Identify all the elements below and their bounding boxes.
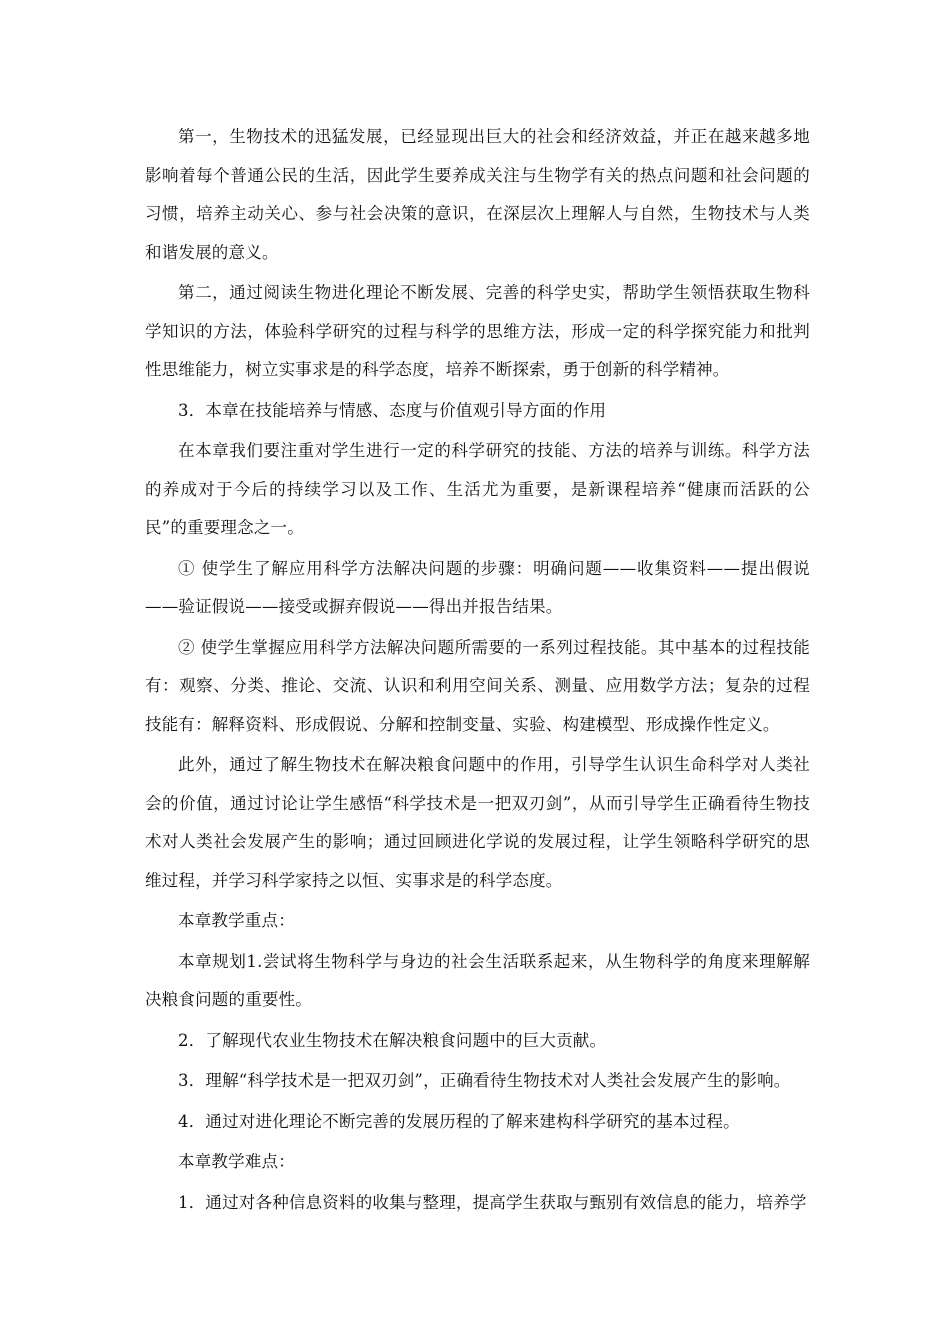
- paragraph-step-2: ② 使学生掌握应用科学方法解决问题所需要的一系列过程技能。其中基本的过程技能有：观察、分类、推论、交流、认识和利用空间关系、测量、应用数学方法；复杂的过程技能有：解释资料、形成假说、分解和控制变量、实验、构建模型、形成操作性定义。: [145, 637, 810, 734]
- paragraph-methods-training: 在本章我们要注重对学生进行一定的科学研究的技能、方法的培养与训练。科学方法的养成对于今后的持续学习以及工作、生活尤为重要，是新课程培养“健康而活跃的公民”的重要理念之一。: [145, 441, 810, 537]
- heading-difficulties: 本章教学难点：: [178, 1152, 295, 1171]
- paragraph-first-point: 第一，生物技术的迅猛发展，已经显现出巨大的社会和经济效益，并正在越来越多地影响着每个普通公民的生活，因此学生要养成关注与生物学有关的热点问题和社会问题的习惯，培养主动关心、参与社会决策的意识，在深层次上理解人与自然，生物技术与人类和谐发展的意义。: [145, 127, 810, 262]
- section-heading-3: 3．本章在技能培养与情感、态度与价值观引导方面的作用: [178, 400, 607, 420]
- paragraph-additionally: 此外，通过了解生物技术在解决粮食问题中的作用，引导学生认识生命科学对人类社会的价值，通过讨论让学生感悟“科学技术是一把双刃剑”，从而引导学生正确看待生物技术对人类社会发展产生的影响；通过回顾进化学说的发展过程，让学生领略科学研究的思维过程，并学习科学家持之以恒、实事求是的科学态度。: [145, 755, 810, 890]
- key-point-3: 3．理解“科学技术是一把双刃剑”，正确看待生物技术对人类社会发展产生的影响。: [178, 1071, 791, 1090]
- key-point-2: 2．了解现代农业生物技术在解决粮食问题中的巨大贡献。: [178, 1030, 607, 1050]
- difficulty-1: 1．通过对各种信息资料的收集与整理，提高学生获取与甄别有效信息的能力，培养学: [178, 1192, 807, 1212]
- paragraph-step-1: ① 使学生了解应用科学方法解决问题的步骤：明确问题——收集资料——提出假说——验证假说——接受或摒弃假说——得出并报告结果。: [145, 558, 810, 616]
- heading-key-points: 本章教学重点：: [178, 911, 295, 930]
- paragraph-second-point: 第二，通过阅读生物进化理论不断发展、完善的科学史实，帮助学生领悟获取生物科学知识的方法，体验科学研究的过程与科学的思维方法，形成一定的科学探究能力和批判性思维能力，树立实事求是的科学态度，培养不断探索，勇于创新的科学精神。: [145, 283, 810, 379]
- key-point-4: 4．通过对进化理论不断完善的发展历程的了解来建构科学研究的基本过程。: [178, 1111, 740, 1131]
- key-point-1: 本章规划1.尝试将生物科学与身边的社会生活联系起来，从生物科学的角度来理解解决粮食问题的重要性。: [145, 951, 810, 1009]
- document-page: [145, 118, 810, 1224]
